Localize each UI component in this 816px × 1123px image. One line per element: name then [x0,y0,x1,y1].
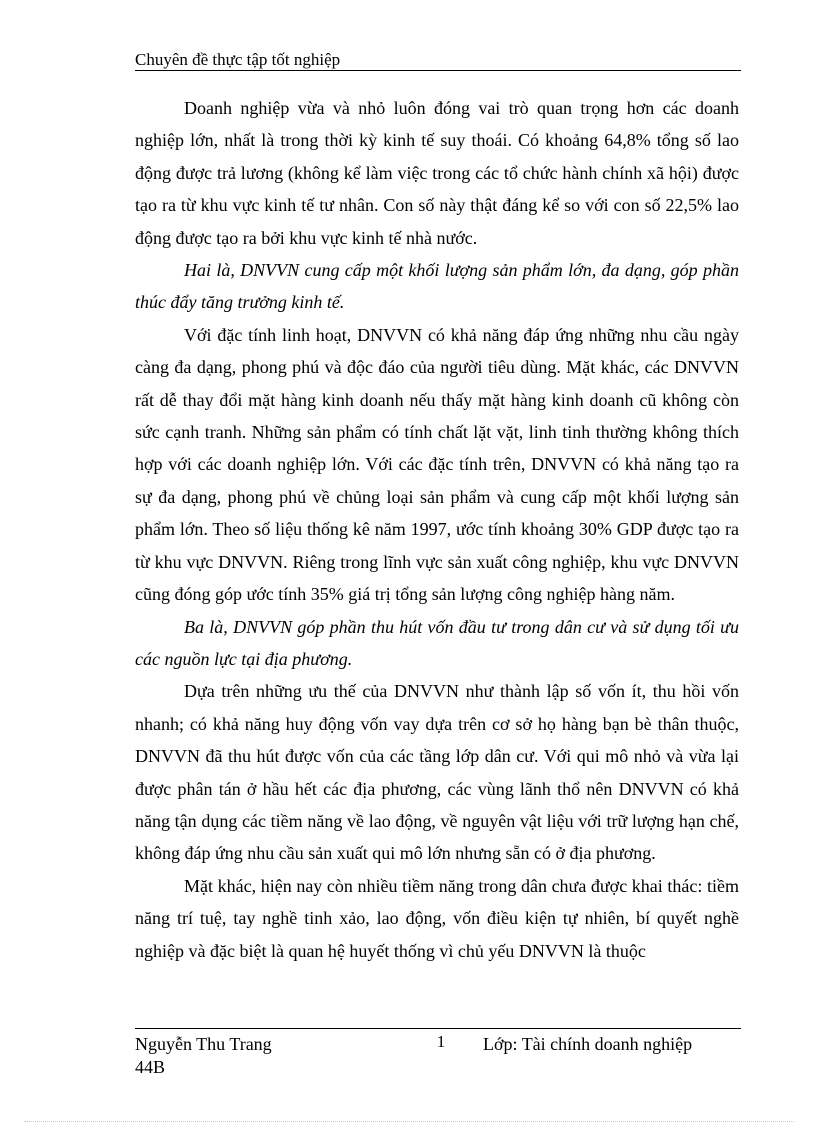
footer-class-name: Lớp: Tài chính doanh nghiệp [483,1034,693,1054]
paragraph-product-diversity: Với đặc tính linh hoạt, DNVVN có khả năng đáp ứng những nhu cầu ngày càng đa dạng, phong phú và độc đáo của người tiêu dùng. Mặt khác, các DNVVN rất dễ thay đổi mặt hàng kinh doanh nếu thấy mặt hàng kinh doanh cũ không còn sức cạnh tranh. Những sản phẩm có tính chất lặt vặt, linh tinh thường không thích hợp với các doanh nghiệp lớn. Với các đặc tính trên, DNVVN có khả năng tạo ra sự đa dạng, phong phú về chủng loại sản phẩm và cung cấp một khối lượng sản phẩm lớn. Theo số liệu thống kê năm 1997, ước tính khoảng 30% GDP được tạo ra từ khu vực DNVVN. Riêng trong lĩnh vực sản xuất công nghiệp, khu vực DNVVN cũng đóng góp ước tính 35% giá trị tổng sản lượng công nghiệp hàng năm. [135,324,739,605]
paragraph-untapped-potential: Mặt khác, hiện nay còn nhiều tiềm năng trong dân chưa được khai thác: tiềm năng trí tuệ, tay nghề tinh xảo, lao động, vốn điều kiện tự nhiên, bí quyết nghề nghiệp và đặc biệt là quan hệ huyết thống vì chủ yếu DNVVN là thuộc [135,875,739,961]
page-header [135,46,741,71]
page-number: 1 [436,1032,446,1051]
paragraph-capital-mobilization: Dựa trên những ưu thế của DNVVN như thành lập số vốn ít, thu hồi vốn nhanh; có khả năng huy động vốn vay dựa trên cơ sở họ hàng bạn bè thân thuộc, DNVVN đã thu hút được vốn của các tầng lớp dân cư. Với qui mô nhỏ và vừa lại được phân tán ở hầu hết các địa phương, các vùng lãnh thổ nên DNVVN có khả năng tận dụng các tiềm năng về lao động, về nguyên vật liệu với trữ lượng hạn chế, không đáp ứng nhu cầu sản xuất qui mô lớn nhưng sẵn có ở địa phương. [135,681,739,864]
footer-class-code: 44B [135,1057,166,1077]
paragraph-sme-employment: Doanh nghiệp vừa và nhỏ luôn đóng vai trò quan trọng hơn các doanh nghiệp lớn, nhất là trong thời kỳ kinh tế suy thoái. Có khoảng 64,8% tổng số lao động được trả lương (không kể làm việc trong các tổ chức hành chính xã hội) được tạo ra từ khu vực kinh tế tư nhân. Con số này thật đáng kể so với con số 22,5% lao động được tạo ra bởi khu vực kinh tế nhà nước. [135,98,739,248]
page-boundary-line [24,1121,794,1122]
footer-author: Nguyễn Thu Trang [135,1034,272,1054]
footer-divider [135,1028,741,1029]
body-text [135,92,739,967]
header-title: Chuyên đề thực tập tốt nghiệp [135,50,341,69]
paragraph-heading-second-role: Hai là, DNVVN cung cấp một khối lượng sản phẩm lớn, đa dạng, góp phần thúc đẩy tăng trưởng kinh tế. [135,260,739,313]
paragraph-heading-third-role: Ba là, DNVVN góp phần thu hút vốn đầu tư trong dân cư và sử dụng tối ưu các nguồn lực tại địa phương. [135,616,739,669]
